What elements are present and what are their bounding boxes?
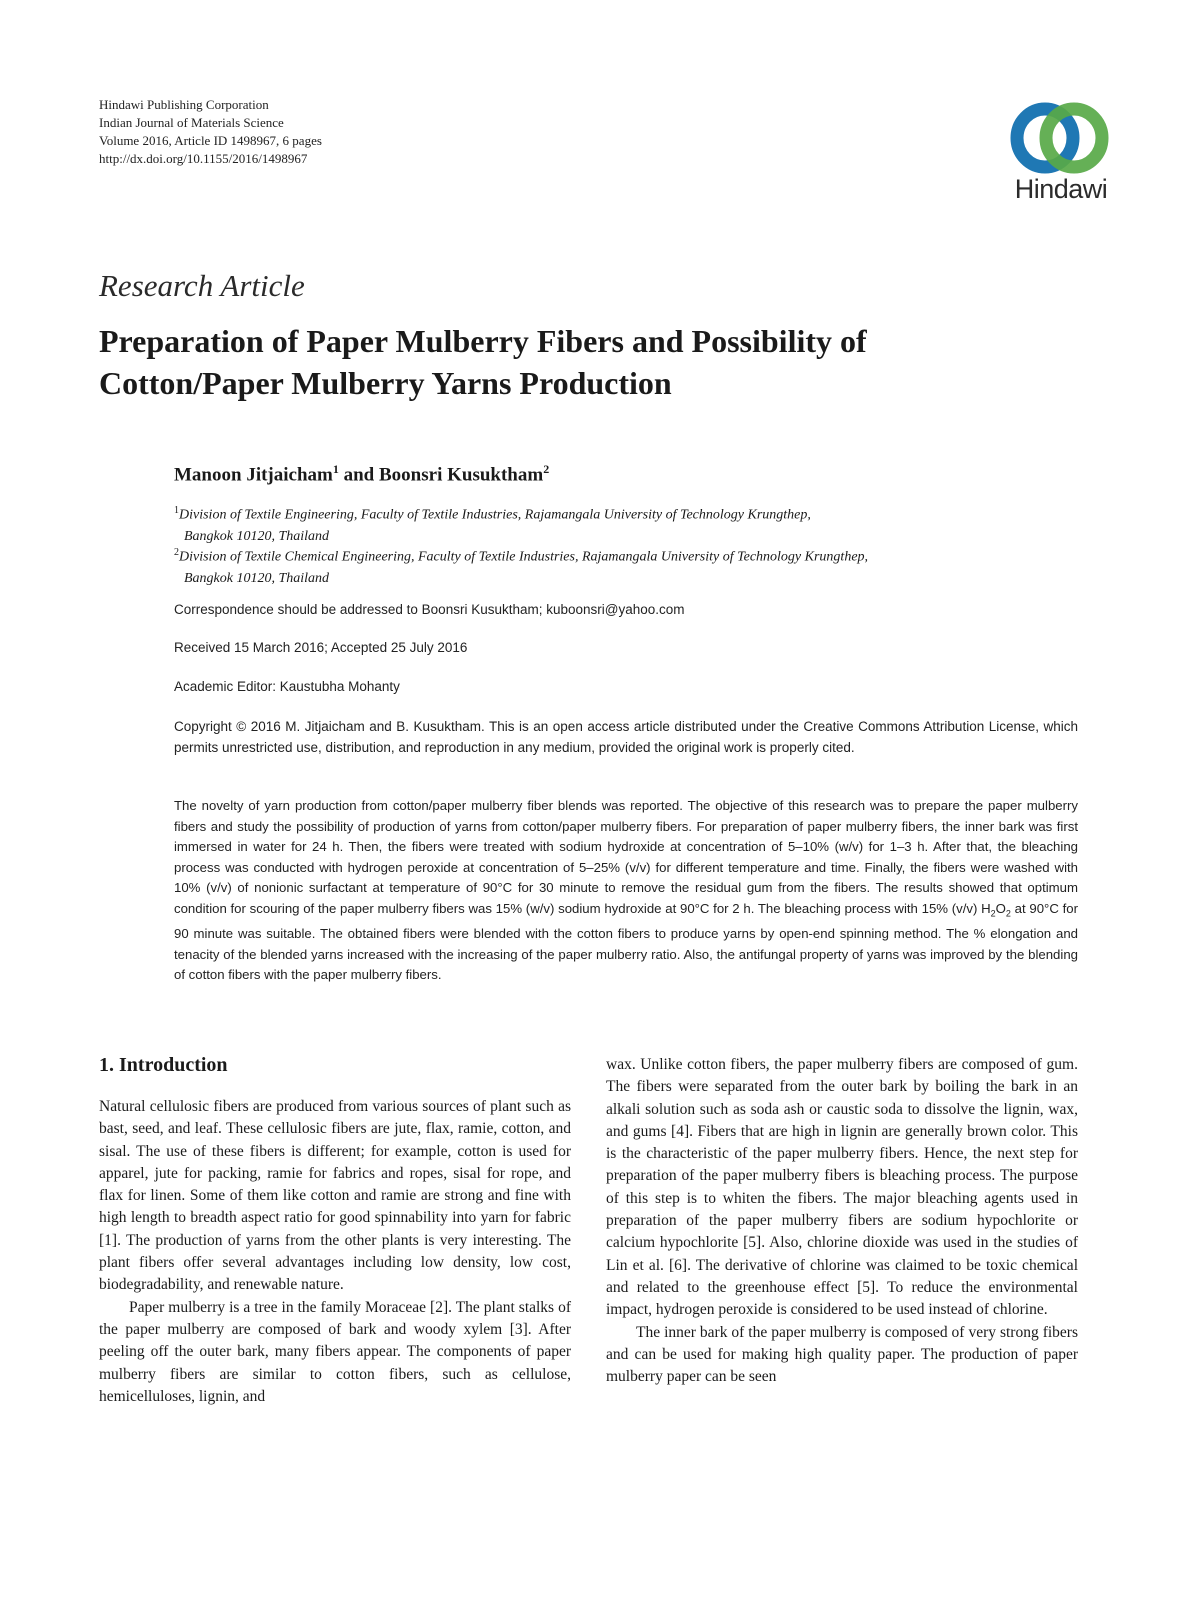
body-paragraph: Paper mulberry is a tree in the family Moraceae [2]. The plant stalks of the paper mulberry are composed of bark and woody xylem [3]. After peeling off the outer bark, many fibers appear. The components of paper mulberry fibers are similar to cotton fibers, such as cellulose, hemicelluloses, lignin, and xyxy=(99,1298,571,1405)
article-title: Preparation of Paper Mulberry Fibers and Possibility of Cotton/Paper Mulberry Yarns Production xyxy=(99,323,867,401)
affiliation xyxy=(174,542,1054,589)
correspondence: Correspondence should be addressed to Boonsri Kusuktham; kuboonsri@yahoo.com xyxy=(174,602,685,617)
body-paragraph: wax. Unlike cotton fibers, the paper mulberry fibers are composed of gum. The fibers were separated from the outer bark by boiling the bark in an alkali solution such as soda ash or caustic soda to dissolve the lignin, wax, and gums [4]. Fibers that are high in lignin are generally brown color. This is the characteristic of the paper mulberry fibers. Hence, the next step for preparation of the paper mulberry fibers is bleaching process. The purpose of this step is to whiten the fibers. The major bleaching agents used in preparation of the paper mulberry fibers are sodium hypochlorite or calcium hypochlorite [5]. Also, chlorine dioxide was used in the studies of Lin et al. [6]. The derivative of chlorine was claimed to be toxic chemical and related to the greenhouse effect [5]. To reduce the environmental impact, hydrogen peroxide is considered to be used instead of chlorine. xyxy=(606,1056,1078,1319)
copyright-notice: Copyright © 2016 M. Jitjaicham and B. Kusuktham. This is an open access article distributed under the Creative Commons Attribution License, which permits unrestricted use, distribution, and reproduction in any medium, provided the original work is properly cited. xyxy=(174,719,1078,755)
affiliation-marker: 1 xyxy=(332,462,339,476)
author-name[interactable]: Manoon Jitjaicham xyxy=(174,464,333,486)
left-column xyxy=(99,1096,571,1408)
affiliation xyxy=(174,500,1054,547)
section-heading: 1. Introduction xyxy=(99,1054,228,1076)
journal-header xyxy=(99,96,322,168)
affiliation-line: Bangkok 10120, Thailand xyxy=(184,570,330,586)
affiliation-line: Bangkok 10120, Thailand xyxy=(184,528,330,544)
affiliation-line: Division of Textile Engineering, Faculty of Textile Industries, Rajamangala University of Technology Krungthep, xyxy=(179,507,811,523)
author-list xyxy=(174,462,549,486)
affiliation-line: Division of Textile Chemical Engineering, Faculty of Textile Industries, Rajamangala University of Technology Krungthep, xyxy=(179,549,869,565)
affiliation-number: 1 xyxy=(174,505,179,516)
abstract-subscript: 2 xyxy=(1005,908,1011,919)
abstract xyxy=(174,796,1078,986)
journal-name: Indian Journal of Materials Science xyxy=(99,115,284,130)
abstract-subscript: 2 xyxy=(990,908,996,919)
hindawi-logo xyxy=(1000,100,1120,210)
author-name[interactable]: Boonsri Kusuktham xyxy=(379,464,544,486)
received-dates: Received 15 March 2016; Accepted 25 July 2016 xyxy=(174,640,468,655)
volume-info: Volume 2016, Article ID 1498967, 6 pages xyxy=(99,133,322,148)
author-conjunction: and xyxy=(338,464,379,486)
logo-wordmark: Hindawi xyxy=(1014,174,1108,204)
abstract-text: O xyxy=(995,900,1006,916)
hindawi-rings-icon xyxy=(1008,100,1112,178)
publisher-name: Hindawi Publishing Corporation xyxy=(99,97,269,112)
body-paragraph: Natural cellulosic fibers are produced from various sources of plant such as bast, seed, and leaf. These cellulosic fibers are jute, flax, ramie, cotton, and sisal. The use of these fibers is different; for example, cotton is used for apparel, jute for packing, ramie for fabrics and ropes, sisal for rope, and flax for linen. Some of them like cotton and ramie are strong and fine with high length to breadth aspect ratio for good spinnability into yarn for fabric [1]. The production of yarns from the other plants is very interesting. The plant fibers offer several advantages including low density, low cost, biodegradability, and renewable nature. xyxy=(99,1098,571,1294)
abstract-text: at 90°C for 90 minute was suitable. The obtained fibers were blended with the cotton fibers to produce yarns by open-end spinning method. The % elongation and tenacity of the blended yarns increased with the increasing of the paper mulberry ratio. Also, the antifungal property of yarns was improved by the blending of cotton fibers with the paper mulberry fibers. xyxy=(174,900,1078,983)
right-column xyxy=(606,1054,1078,1388)
affiliation-number: 2 xyxy=(174,547,179,558)
affiliation-marker: 2 xyxy=(543,462,550,476)
doi-link[interactable]: http://dx.doi.org/10.1155/2016/1498967 xyxy=(99,151,308,166)
body-paragraph: The inner bark of the paper mulberry is composed of very strong fibers and can be used for making high quality paper. The production of paper mulberry paper can be seen xyxy=(606,1323,1078,1386)
academic-editor: Academic Editor: Kaustubha Mohanty xyxy=(174,679,400,694)
article-type: Research Article xyxy=(99,268,305,303)
abstract-text: The novelty of yarn production from cotton/paper mulberry fiber blends was reported. The objective of this research was to prepare the paper mulberry fibers and study the possibility of production of yarns from cotton/paper mulberry fibers. For preparation of paper mulberry fibers, the inner bark was first immersed in water for 24 h. Then, the fibers were treated with sodium hydroxide at concentration of 5–10% (w/v) for 1–3 h. After that, the bleaching process was conducted with hydrogen peroxide at concentration of 5–25% (v/v) for different temperature and time. Finally, the fibers were washed with 10% (v/v) of nonionic surfactant at temperature of 90°C for 30 minute to remove the residual gum from the fibers. The results showed that optimum condition for scouring of the paper mulberry fibers was 15% (w/v) sodium hydroxide at 90°C for 2 h. The bleaching process with 15% (v/v) H xyxy=(174,798,1078,916)
